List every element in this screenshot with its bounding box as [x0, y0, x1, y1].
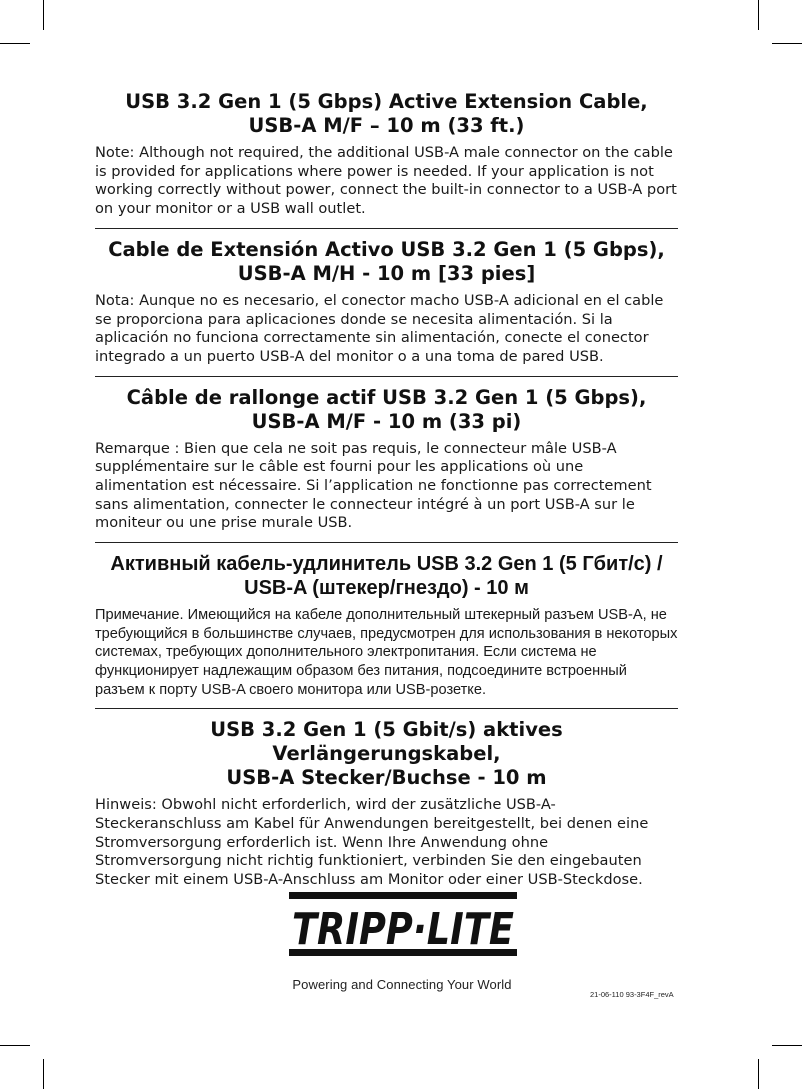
- document-content: [95, 90, 678, 890]
- section-french: [95, 386, 678, 534]
- tripp-lite-logo: [282, 887, 522, 997]
- section-body: Nota: Aunque no es necesario, el conector macho USB-A adicional en el cable se proporciona para aplicaciones donde se necesita alimentación. Si la aplicación no funciona correctamente sin alimentación, conecte el conector integrado a un puerto USB-A del monitor o a una toma de pared USB.: [95, 291, 664, 365]
- title-line-2: USB-A M/F – 10 m (33 ft.): [248, 114, 525, 137]
- section-divider: [95, 542, 678, 543]
- crop-mark: [43, 1059, 44, 1089]
- logo-tagline: Powering and Connecting Your World: [292, 977, 512, 992]
- section-title: [95, 386, 678, 434]
- crop-mark: [43, 0, 44, 30]
- logo-mark: [287, 889, 519, 961]
- section-body: Note: Although not required, the additional USB-A male connector on the cable is provided for applications where power is needed. If your application is not working correctly without power, connect the built-in connector to a USB-A port on your monitor or a USB wall outlet.: [95, 144, 677, 218]
- title-line-1: Cable de Extensión Activo USB 3.2 Gen 1 (5 Gbps),: [108, 237, 665, 261]
- logo-wordmark: TRIPP·LITE: [292, 904, 514, 955]
- section-title: [95, 90, 678, 138]
- section-title: [95, 718, 678, 790]
- section-divider: [95, 708, 678, 709]
- section-divider: [95, 376, 678, 377]
- section-body: Примечание. Имеющийся на кабеле дополнительный штекерный разъем USB-A, не требующийся в большинстве случаев, предусмотрен для использования в некоторых системах, требующих дополнительного электропитания. Если система не функционирует надлежащим образом без питания, подсоедините встроенный разъем к порту USB-A своего монитора или USB-розетке.: [95, 607, 678, 698]
- crop-mark: [772, 43, 802, 44]
- section-spanish: [95, 238, 678, 367]
- crop-mark: [758, 0, 759, 30]
- crop-mark: [758, 1059, 759, 1089]
- section-german: [95, 718, 678, 890]
- title-line-1: USB 3.2 Gen 1 (5 Gbit/s) aktives Verlängerungskabel,: [210, 718, 563, 766]
- title-line-1: Câble de rallonge actif USB 3.2 Gen 1 (5 Gbps),: [126, 385, 647, 409]
- section-title: [95, 238, 678, 286]
- section-divider: [95, 228, 678, 229]
- title-line-2: USB-A M/H - 10 m [33 pies]: [237, 261, 536, 285]
- section-body: Remarque : Bien que cela ne soit pas requis, le connecteur mâle USB-A supplémentaire sur le câble est fourni pour les applications où une alimentation est nécessaire. Si l’application ne fonctionne pas correctement sans alimentation, connecter le connecteur intégré à un port USB-A sur le moniteur ou une prise murale USB.: [95, 439, 652, 532]
- section-russian: [95, 552, 678, 699]
- document-id: 21-06-110 93-3F4F_revA: [590, 990, 674, 999]
- crop-mark: [0, 1045, 30, 1046]
- title-line-1: USB 3.2 Gen 1 (5 Gbps) Active Extension Cable,: [125, 90, 648, 113]
- crop-mark: [772, 1045, 802, 1046]
- section-english: [95, 90, 678, 219]
- title-line-2: USB-A (штекер/гнездо) - 10 м: [244, 577, 529, 600]
- title-line-1: Активный кабель-удлинитель USB 3.2 Gen 1 (5 Гбит/с) /: [110, 553, 663, 576]
- section-body: Hinweis: Obwohl nicht erforderlich, wird der zusätzliche USB-A-Steckeranschluss am Kabel für Anwendungen bereitgestellt, bei denen eine Stromversorgung erforderlich ist. Wenn Ihre Anwendung ohne Stromversorgung nicht richtig funktioniert, verbinden Sie den eingebauten Stecker mit einem USB-A-Anschluss am Monitor oder einer USB-Steckdose.: [95, 796, 649, 888]
- title-line-2: USB-A Stecker/Buchse - 10 m: [226, 766, 547, 790]
- title-line-2: USB-A M/F - 10 m (33 pi): [251, 409, 522, 433]
- section-title: [95, 552, 678, 600]
- crop-mark: [0, 43, 30, 44]
